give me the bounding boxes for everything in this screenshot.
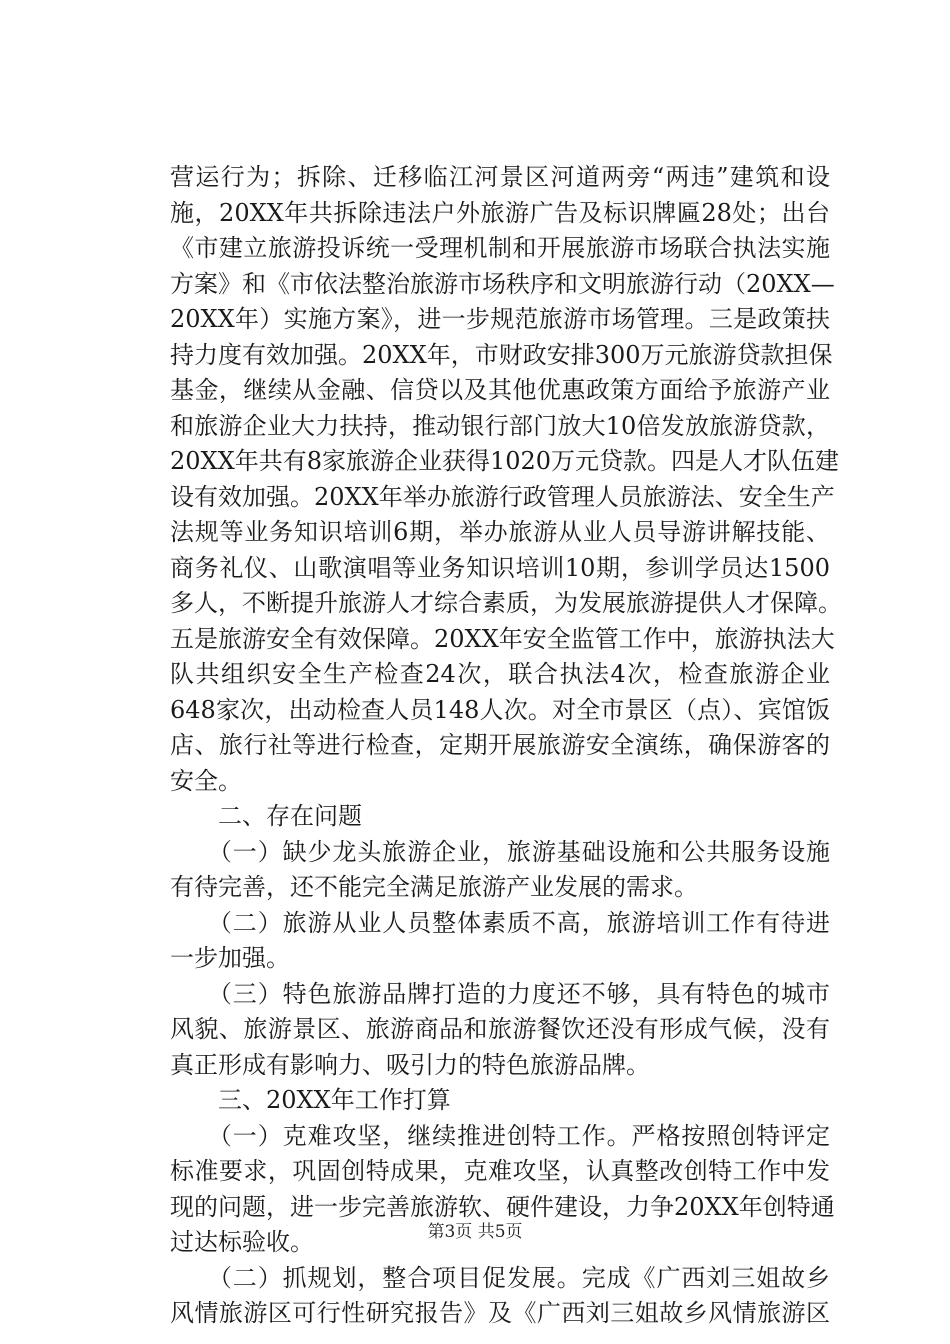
text-line: 648家次，出动检查人员148人次。对全市景区（点）、宾馆饭 <box>170 695 830 724</box>
text-line: 设有效加强。20XX年举办旅游行政管理人员旅游法、安全生产 <box>170 482 835 511</box>
text-line: （一）缺少龙头旅游企业，旅游基础设施和公共服务设施 <box>170 837 830 866</box>
text-line: 真正形成有影响力、吸引力的特色旅游品牌。 <box>170 1050 650 1079</box>
text-line: 商务礼仪、山歌演唱等业务知识培训10期，参训学员达1500 <box>170 553 830 582</box>
text-line: 营运行为；拆除、迁移临江河景区河道两旁“两违”建筑和设 <box>170 163 830 191</box>
text-line: 有待完善，还不能完全满足旅游产业发展的需求。 <box>170 873 698 901</box>
text-line: 一步加强。 <box>170 944 290 972</box>
text-line: 风貌、旅游景区、旅游商品和旅游餐饮还没有形成气候，没有 <box>170 1015 830 1043</box>
text-line: 三、20XX年工作打算 <box>170 1086 451 1114</box>
text-line: 和旅游企业大力扶持，推动银行部门放大10倍发放旅游贷款， <box>170 411 830 440</box>
text-line: 多人，不断提升旅游人才综合素质，为发展旅游提供人才保障。 <box>170 589 842 617</box>
text-line: 《市建立旅游投诉统一受理机制和开展旅游市场联合执法实施 <box>170 234 830 262</box>
text-line: 持力度有效加强。20XX年，市财政安排300万元旅游贷款担保 <box>170 340 833 369</box>
text-line: 20XX年共有8家旅游企业获得1020万元贷款。四是人才队伍建 <box>170 447 840 475</box>
text-line: 队共组织安全生产检查24次，联合执法4次，检查旅游企业 <box>170 660 830 688</box>
text-line: （二）旅游从业人员整体素质不高，旅游培训工作有待进 <box>170 908 830 937</box>
text-line: （三）特色旅游品牌打造的力度还不够，具有特色的城市 <box>170 979 830 1008</box>
text-line: 施，20XX年共拆除违法户外旅游广告及标识牌匾28处；出台 <box>170 198 830 227</box>
text-line: （二）抓规划，整合项目促发展。完成《广西刘三姐故乡 <box>170 1263 830 1292</box>
text-line: 二、存在问题 <box>170 802 362 830</box>
text-line: （一）克难攻坚，继续推进创特工作。严格按照创特评定 <box>170 1121 830 1150</box>
text-line: 安全。 <box>170 766 242 795</box>
text-line: 五是旅游安全有效保障。20XX年安全监管工作中，旅游执法大 <box>170 624 835 653</box>
text-line: 风情旅游区可行性研究报告》及《广西刘三姐故乡风情旅游区 <box>170 1299 830 1327</box>
page-footer: 第3页 共5页 <box>427 1222 523 1242</box>
text-line: 标准要求，巩固创特成果，克难攻坚，认真整改创特工作中发 <box>170 1157 830 1185</box>
text-line: 店、旅行社等进行检查，定期开展旅游安全演练，确保游客的 <box>170 731 830 759</box>
document-body <box>170 160 842 1332</box>
text-line: 法规等业务知识培训6期，举办旅游从业人员导游讲解技能、 <box>170 518 830 546</box>
text-line: 20XX年）实施方案》，进一步规范旅游市场管理。三是政策扶 <box>170 305 830 333</box>
text-line: 过达标验收。 <box>170 1228 314 1256</box>
text-line: 现的问题，进一步完善旅游软、硬件建设，力争20XX年创特通 <box>170 1192 835 1221</box>
text-line: 方案》和《市依法整治旅游市场秩序和文明旅游行动（20XX— <box>170 269 835 298</box>
text-line: 基金，继续从金融、信贷以及其他优惠政策方面给予旅游产业 <box>170 376 830 404</box>
